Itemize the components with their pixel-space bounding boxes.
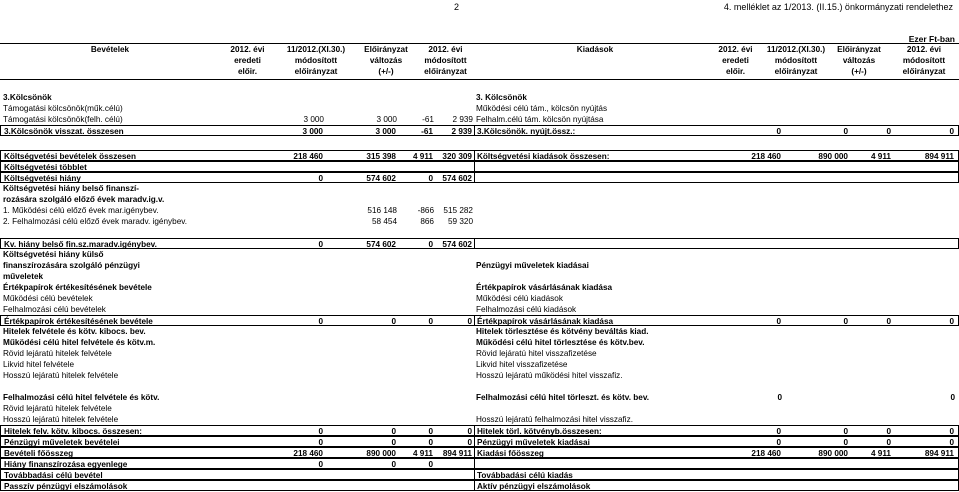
row-expense-label: Felhalmozási célú hitel törleszt. és kötv. bev.	[476, 393, 650, 402]
row-expense-final: 0	[949, 317, 954, 326]
column-divider	[474, 239, 475, 248]
row-expense-final: 894 911	[924, 449, 954, 458]
row-income-modified: 574 602	[366, 174, 396, 183]
row-expense-change: 0	[886, 427, 891, 436]
row-income-label: Továbbadási célú bevétel	[4, 471, 103, 480]
row-income-original: 3 000	[303, 115, 324, 124]
table-row	[0, 271, 959, 282]
col-change-left: Előirányzat változás (+/-)	[364, 45, 408, 76]
row-expense-original: 0	[776, 317, 781, 326]
row-expense-change: 4 911	[870, 449, 891, 458]
row-income-modified: 0	[391, 438, 396, 447]
table-row	[0, 414, 959, 425]
row-expense-modified: 0	[843, 438, 848, 447]
row-income-label: 1. Működési célú előző évek mar.igénybev.	[3, 206, 159, 215]
header-top-rule	[0, 43, 959, 44]
row-income-label: rozására szolgáló előző évek maradv.ig.v.	[3, 195, 165, 204]
table-row	[0, 403, 959, 414]
row-expense-change: 4 911	[870, 152, 891, 161]
row-expense-modified: 0	[843, 427, 848, 436]
column-divider	[474, 162, 475, 171]
table-row	[0, 370, 959, 381]
row-expense-modified: 0	[843, 317, 848, 326]
row-expense-original: 218 460	[751, 152, 781, 161]
table-row	[0, 458, 959, 469]
table-row	[0, 114, 959, 125]
row-income-label: Hitelek felv. kötv. kibocs. összesen:	[4, 427, 143, 436]
column-header	[0, 44, 959, 79]
row-income-label: Bevételi főösszeg	[4, 449, 74, 458]
column-divider	[474, 126, 475, 135]
row-income-modified: 0	[391, 317, 396, 326]
row-expense-label: Működési célú kiadások	[476, 294, 563, 303]
row-income-final: 2 939	[452, 115, 473, 124]
row-income-original: 218 460	[293, 152, 323, 161]
row-income-original: 0	[318, 438, 323, 447]
row-income-final: 59 320	[447, 217, 473, 226]
row-expense-final: 0	[949, 127, 954, 136]
row-income-label: Támogatási kölcsönök(felh. célú)	[3, 115, 123, 124]
row-income-label: Költségvetési bevételek összesen	[4, 152, 136, 161]
row-expense-change: 0	[886, 127, 891, 136]
table-row	[0, 326, 959, 337]
row-income-label: Pénzügyi műveletek bevételei	[4, 438, 120, 447]
row-income-modified: 58 454	[371, 217, 397, 226]
row-expense-label: Felhalmozási célú kiadások	[476, 305, 577, 314]
header-bottom-rule	[0, 79, 959, 80]
row-income-modified: 3 000	[376, 115, 397, 124]
unit-label: Ezer Ft-ban	[908, 34, 955, 44]
row-expense-label: 3. Kölcsönök	[476, 93, 527, 102]
row-income-original: 0	[318, 427, 323, 436]
column-divider	[474, 459, 475, 468]
row-income-final: 574 602	[442, 174, 472, 183]
table-row	[0, 125, 959, 136]
row-expense-final: 0	[949, 427, 954, 436]
row-income-label: 3.Kölcsönök	[3, 93, 52, 102]
row-income-change: 4 911	[412, 449, 433, 458]
col-final-left: 2012. évi módosított előirányzat	[424, 45, 467, 76]
table-row	[0, 205, 959, 216]
row-income-change: -866	[417, 206, 434, 215]
row-expense-final: 0	[950, 393, 955, 402]
table-row	[0, 447, 959, 458]
row-income-label: Költségvetési hiány belső finanszí-	[3, 184, 140, 193]
row-expense-label: Működési célú tám., kölcsön nyújtás	[476, 104, 608, 113]
row-income-change: 0	[428, 240, 433, 249]
table-row	[0, 337, 959, 348]
row-income-change: 0	[428, 174, 433, 183]
row-expense-modified: 0	[843, 127, 848, 136]
row-income-label: Hiány finanszírozása egyenlege	[4, 460, 128, 469]
table-row	[0, 183, 959, 194]
row-income-label: Kv. hiány belső fin.sz.maradv.igénybev.	[4, 240, 157, 249]
row-expense-label: Értékpapírok vásárlásának kiadása	[477, 317, 614, 326]
column-divider	[474, 316, 475, 325]
row-income-original: 0	[318, 174, 323, 183]
row-income-label: Költségvetési hiány külső	[3, 250, 104, 259]
row-expense-change: 0	[886, 438, 891, 447]
table-row	[0, 194, 959, 205]
row-income-label: finanszírozására szolgáló pénzügyi	[3, 261, 140, 270]
row-income-label: Felhalmozási célú hitel felvétele és kötv.	[3, 393, 160, 402]
row-income-label: Költségvetési hiány	[4, 174, 81, 183]
row-expense-label: Hosszú lejáratú működési hitel visszafiz.	[476, 371, 623, 380]
row-income-final: 515 282	[443, 206, 473, 215]
row-income-label: 2. Felhalmozási célú előző évek maradv. igénybev.	[3, 217, 188, 226]
row-income-modified: 890 000	[366, 449, 396, 458]
row-income-original: 0	[318, 317, 323, 326]
row-income-label: Költségvetési többlet	[4, 163, 87, 172]
row-income-label: Értékpapírok értékesítésének bevétele	[3, 283, 152, 292]
row-income-label: Támogatási kölcsönök(műk.célú)	[3, 104, 123, 113]
row-expense-modified: 890 000	[818, 449, 848, 458]
col-original-right: 2012. évi eredeti előir.	[718, 45, 753, 76]
row-income-change: 0	[428, 427, 433, 436]
row-expense-original: 0	[776, 127, 781, 136]
column-divider	[474, 481, 475, 490]
table-row	[0, 238, 959, 249]
row-expense-modified: 890 000	[818, 152, 848, 161]
col-final-right: 2012. évi módosított előirányzat	[902, 45, 946, 76]
column-divider	[474, 151, 475, 160]
row-expense-label: Felhalm.célú tám. kölcsön nyújtása	[476, 115, 604, 124]
row-expense-final: 894 911	[924, 152, 954, 161]
column-divider	[474, 470, 475, 479]
table-row	[0, 282, 959, 293]
table-row	[0, 304, 959, 315]
col-modified-right: 11/2012.(XI.30.) módosított előirányzat	[766, 45, 826, 76]
table-row	[0, 260, 959, 271]
row-income-final: 320 309	[442, 152, 472, 161]
page-number: 2	[454, 2, 460, 12]
column-divider	[474, 437, 475, 446]
row-income-label: 3.Kölcsönök visszat. összesen	[4, 127, 124, 136]
row-income-modified: 0	[391, 427, 396, 436]
income-title: Bevételek	[90, 45, 130, 54]
row-income-final: 0	[467, 438, 472, 447]
row-expense-final: 0	[949, 438, 954, 447]
row-expense-label: Értékpapírok vásárlásának kiadása	[476, 283, 613, 292]
row-expense-label: Továbbadási célú kiadás	[477, 471, 573, 480]
row-expense-label: Működési célú hitel törlesztése és kötv.bev.	[476, 338, 645, 347]
row-income-label: Működési célú bevételek	[3, 294, 93, 303]
row-expense-label: Költségvetési kiadások összesen:	[477, 152, 610, 161]
row-income-label: műveletek	[3, 272, 44, 281]
table-row	[0, 172, 959, 183]
row-income-modified: 574 602	[366, 240, 396, 249]
col-change-right: Előirányzat változás (+/-)	[837, 45, 881, 76]
column-divider	[474, 448, 475, 457]
row-income-original: 0	[318, 460, 323, 469]
row-expense-label: Rövid lejáratú hitel visszafizetése	[476, 349, 597, 358]
table-row	[0, 436, 959, 447]
row-income-modified: 516 148	[367, 206, 397, 215]
col-modified-left: 11/2012.(XI.30.) módosított előirányzat	[286, 45, 346, 76]
row-income-modified: 3 000	[375, 127, 396, 136]
row-income-label: Értékpapírok értékesítésének bevétele	[4, 317, 153, 326]
row-income-original: 218 460	[293, 449, 323, 458]
column-divider	[474, 173, 475, 182]
row-expense-label: Likvid hitel visszafizetése	[476, 360, 568, 369]
table-row	[0, 425, 959, 436]
table-row	[0, 161, 959, 172]
row-income-change: 0	[428, 438, 433, 447]
row-expense-original: 218 460	[751, 449, 781, 458]
table-row	[0, 293, 959, 304]
page-subtitle: 4. melléklet az 1/2013. (II.15.) önkormányzati rendelethez	[723, 2, 953, 12]
row-income-final: 894 911	[442, 449, 472, 458]
row-expense-change: 0	[886, 317, 891, 326]
row-income-label: Rövid lejáratú hitelek felvétele	[3, 404, 112, 413]
row-income-label: Hitelek felvétele és kötv. kibocs. bev.	[3, 327, 146, 336]
row-expense-original: 0	[776, 427, 781, 436]
row-expense-label: Pénzügyi műveletek kiadásai	[477, 438, 590, 447]
row-expense-original: 0	[776, 438, 781, 447]
row-expense-label: 3.Kölcsönök. nyújt.össz.:	[477, 127, 576, 136]
table-row	[0, 348, 959, 359]
table-row	[0, 359, 959, 370]
row-income-label: Rövid lejáratú hitelek felvétele	[3, 349, 112, 358]
row-income-modified: 0	[391, 460, 396, 469]
row-expense-label: Hitelek törlesztése és kötvény beváltás kiad.	[476, 327, 649, 336]
page-header	[0, 2, 959, 14]
row-expense-label: Pénzügyi műveletek kiadásai	[476, 261, 589, 270]
table-row	[0, 216, 959, 227]
table-row	[0, 392, 959, 403]
row-income-change: 0	[428, 460, 433, 469]
row-income-modified: 315 398	[366, 152, 396, 161]
table-row	[0, 315, 959, 326]
table-row	[0, 249, 959, 260]
table-row	[0, 103, 959, 114]
row-income-label: Hosszú lejáratú hitelek felvétele	[3, 415, 119, 424]
row-income-final: 574 602	[442, 240, 472, 249]
row-income-change: -61	[422, 115, 434, 124]
expense-title: Kiadások	[576, 45, 614, 54]
table-row	[0, 480, 959, 491]
row-income-change: 0	[428, 317, 433, 326]
row-expense-label: Hitelek törl. kötvényb.összesen:	[477, 427, 602, 436]
column-divider	[474, 426, 475, 435]
row-income-label: Hosszú lejáratú hitelek felvétele	[3, 371, 119, 380]
row-income-label: Likvid hitel felvétele	[3, 360, 74, 369]
table-row	[0, 92, 959, 103]
row-income-label: Passzív pénzügyi elszámolások	[4, 482, 128, 491]
row-income-final: 0	[467, 317, 472, 326]
row-income-label: Működési célú hitel felvétele és kötv.m.	[3, 338, 156, 347]
row-income-change: 866	[420, 217, 434, 226]
row-expense-label: Kiadási főösszeg	[477, 449, 544, 458]
row-income-original: 0	[318, 240, 323, 249]
row-income-change: 4 911	[412, 152, 433, 161]
col-original-left: 2012. évi eredeti előir.	[230, 45, 265, 76]
row-income-final: 0	[467, 427, 472, 436]
row-income-original: 3 000	[302, 127, 323, 136]
row-income-final: 2 939	[451, 127, 472, 136]
table-row	[0, 150, 959, 161]
row-expense-label: Aktív pénzügyi elszámolások	[477, 482, 591, 491]
row-expense-label: Hosszú lejáratú felhalmozási hitel visszafiz.	[476, 415, 633, 424]
row-income-label: Felhalmozási célú bevételek	[3, 305, 106, 314]
row-expense-original: 0	[777, 393, 782, 402]
row-income-change: -61	[421, 127, 433, 136]
table-row	[0, 469, 959, 480]
